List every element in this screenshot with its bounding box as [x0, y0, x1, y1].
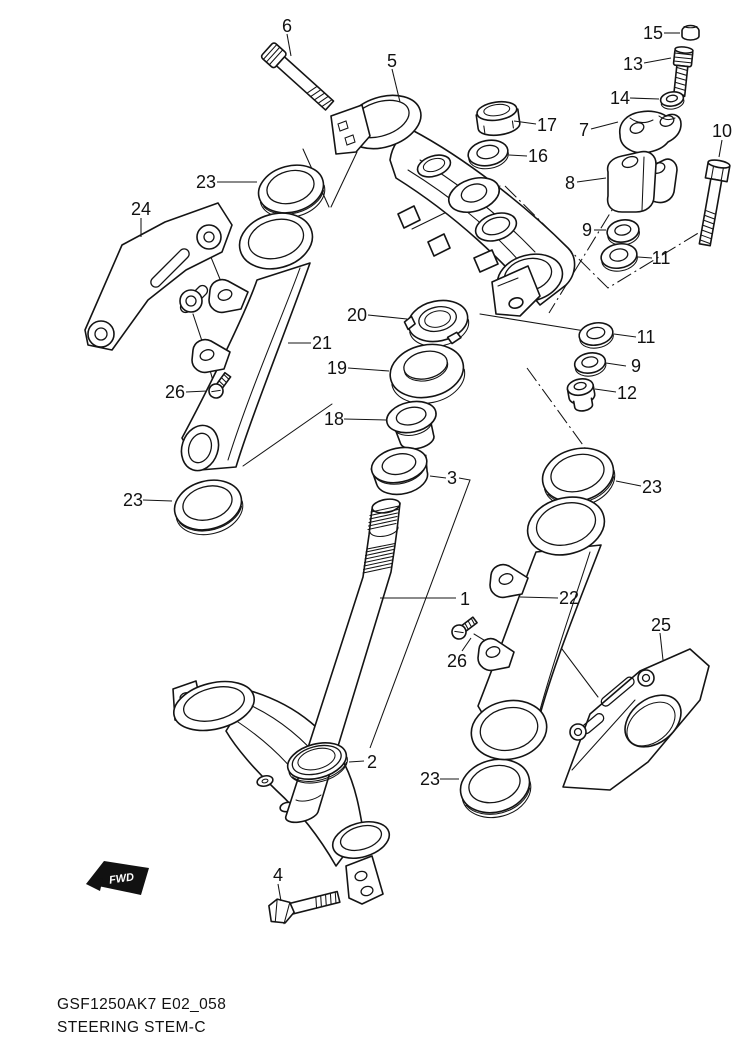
leader-line	[349, 761, 364, 762]
leader-line	[630, 98, 659, 99]
part-nut-12	[566, 377, 597, 413]
callout-18: 18	[323, 409, 345, 429]
callout-3: 3	[446, 468, 458, 488]
callout-24: 24	[130, 199, 152, 219]
leader-line	[344, 419, 386, 420]
callout-9: 9	[630, 356, 642, 376]
callout-9: 9	[581, 220, 593, 240]
leader-line	[606, 363, 626, 366]
callout-21: 21	[311, 333, 333, 353]
part-cap-17	[475, 99, 521, 138]
part-race-23-left	[169, 473, 248, 542]
callout-15: 15	[642, 23, 664, 43]
leader-line	[186, 391, 207, 392]
callout-11: 11	[636, 327, 656, 347]
part-washer-11-mid	[577, 320, 615, 351]
part-bolt-10	[694, 159, 731, 247]
callout-14: 14	[609, 88, 631, 108]
part-washer-16	[466, 137, 510, 172]
callout-5: 5	[386, 51, 398, 71]
leader-line	[509, 155, 527, 156]
callout-4: 4	[272, 865, 284, 885]
part-washer-9-mid	[573, 350, 608, 378]
callout-23: 23	[641, 477, 663, 497]
part-cap-15	[682, 26, 699, 40]
part-race-23-bottom	[454, 752, 536, 825]
part-bolt-13	[670, 46, 693, 97]
callout-13: 13	[622, 54, 644, 74]
fwd-label: FWD	[108, 871, 135, 887]
leader-line	[614, 334, 636, 337]
leader-line	[287, 34, 291, 56]
callout-17: 17	[536, 115, 558, 135]
part-holder-upper	[620, 111, 681, 153]
callout-23: 23	[195, 172, 217, 192]
callout-25: 25	[650, 615, 672, 635]
leader-line	[577, 178, 606, 182]
part-race-3	[368, 443, 432, 500]
part-bracket-24	[85, 203, 232, 350]
callout-16: 16	[527, 146, 549, 166]
fwd-marker	[86, 861, 149, 895]
part-washer-11-upper	[599, 241, 639, 274]
diagram-code: GSF1250AK7 E02_058	[57, 996, 227, 1013]
callout-8: 8	[564, 173, 576, 193]
part-seal-18	[384, 397, 443, 453]
part-bearing-19	[385, 338, 469, 410]
leader-line	[348, 368, 389, 371]
leader-line	[591, 122, 618, 129]
leader-line	[143, 500, 172, 501]
callout-26: 26	[164, 382, 186, 402]
leader-line	[660, 633, 663, 660]
callout-1: 1	[459, 589, 471, 609]
callout-22: 22	[558, 588, 580, 608]
part-bracket-25	[563, 649, 709, 790]
part-bolt-4	[266, 892, 340, 926]
leader-line	[368, 315, 407, 319]
part-washer-14	[659, 90, 685, 111]
leader-line	[638, 257, 652, 258]
callout-23: 23	[419, 769, 441, 789]
callout-2: 2	[366, 752, 378, 772]
part-screw-26-right	[449, 614, 479, 641]
part-holder-lower	[608, 152, 677, 212]
leader-line	[719, 140, 722, 157]
callout-6: 6	[281, 16, 293, 36]
leader-line	[462, 638, 471, 651]
callout-20: 20	[346, 305, 368, 325]
leader-line	[595, 389, 616, 392]
callout-7: 7	[578, 120, 590, 140]
part-stem-nut-20	[402, 295, 473, 352]
leader-line	[616, 481, 641, 486]
diagram-title: STEERING STEM-C	[57, 1019, 206, 1036]
callout-10: 10	[711, 121, 733, 141]
callout-19: 19	[326, 358, 348, 378]
callout-12: 12	[616, 383, 638, 403]
part-bolt-6	[260, 42, 336, 113]
callout-26: 26	[446, 651, 468, 671]
leader-line	[278, 884, 281, 901]
leader-line	[430, 476, 446, 478]
callout-23: 23	[122, 490, 144, 510]
leader-line	[644, 58, 671, 63]
callout-11: 11	[651, 248, 671, 268]
